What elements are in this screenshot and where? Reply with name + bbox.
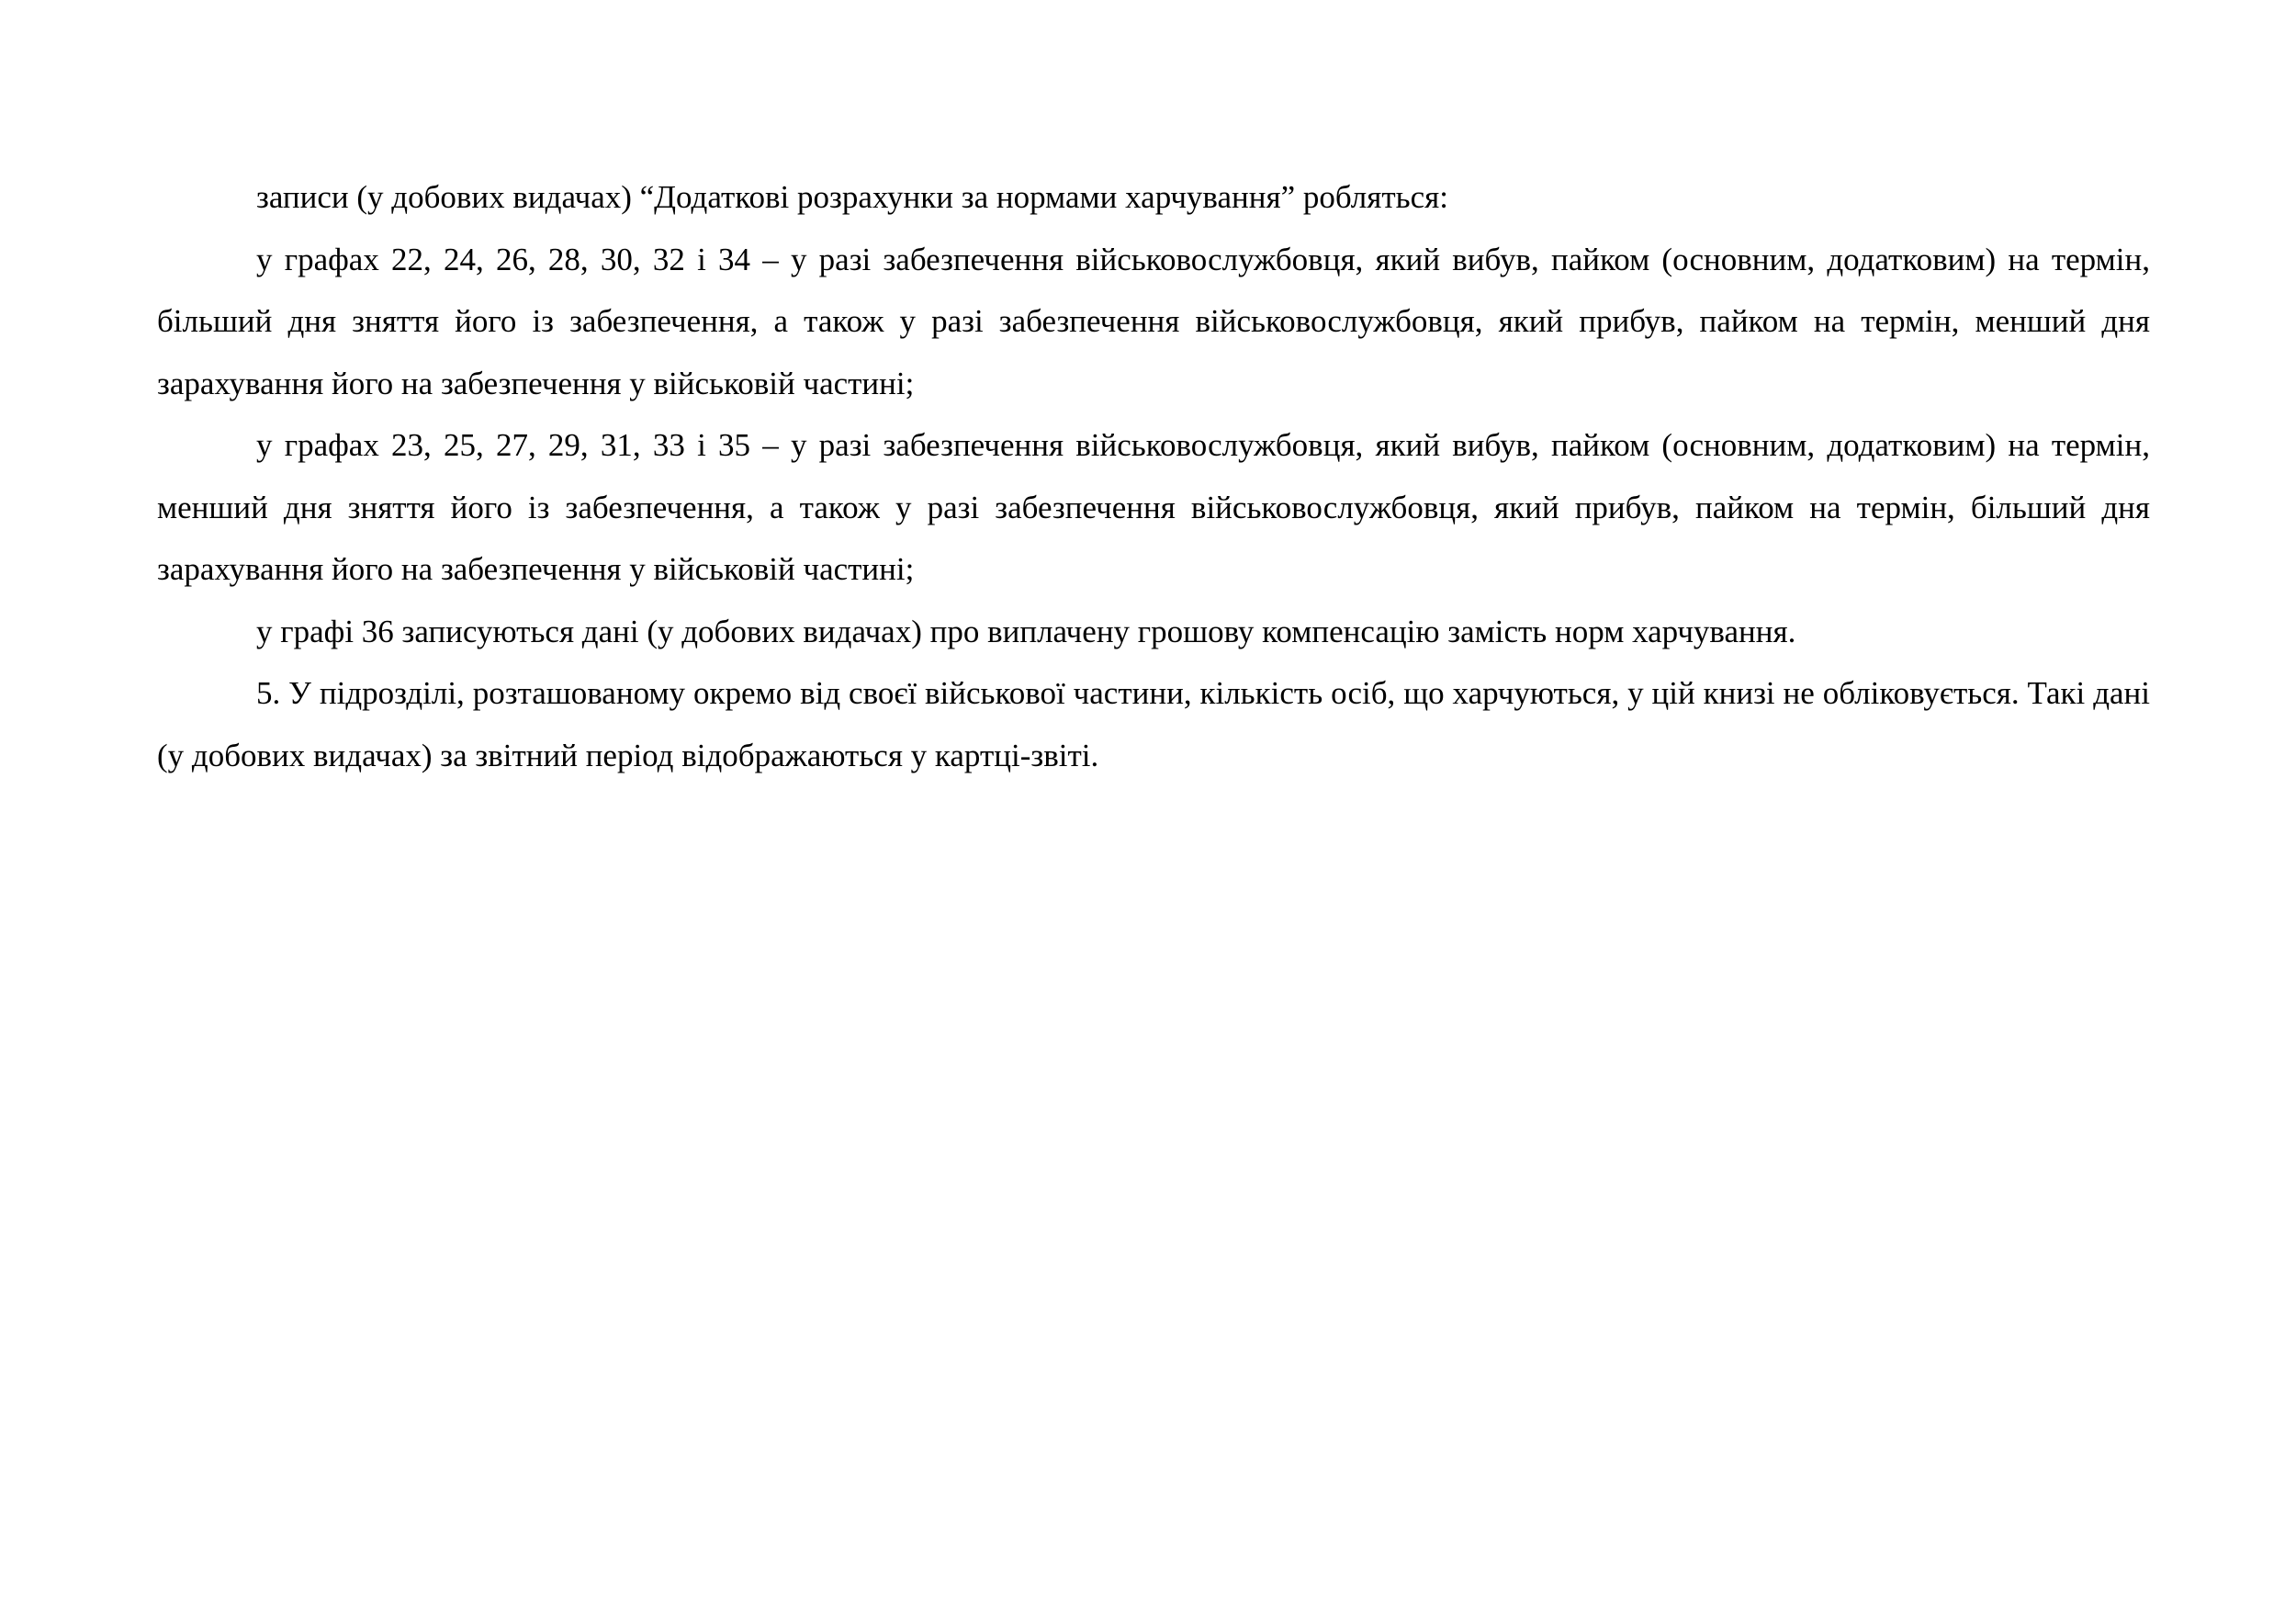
paragraph-column-36: у графі 36 записуються дані (у добових видачах) про виплачену грошову компенсацію замість норм харчування. — [256, 613, 1796, 649]
paragraph-odd-columns: у графах 23, 25, 27, 29, 31, 33 і 35 – у разі забезпечення військовослужбовця, який вибув, пайком (основним, додатковим) на термін, менший дня зняття його із забезпечення, а також у разі забезпечення військовослужбовця, який прибув, пайком на термін, більший дня зарахування його на забезпечення у військовій частині; — [157, 427, 2150, 587]
paragraph-even-columns: у графах 22, 24, 26, 28, 30, 32 і 34 – у разі забезпечення військовослужбовця, який вибув, пайком (основним, додатковим) на термін, більший дня зняття його із забезпечення, а також у разі забезпечення військовослужбовця, який прибув, пайком на термін, менший дня зарахування його на забезпечення у військовій частині; — [157, 241, 2150, 401]
paragraph-item-5: 5. У підрозділі, розташованому окремо від своєї військової частини, кількість осіб, що харчуються, у цій книзі не обліковується. Такі дані (у добових видачах) за звітний період відображаються у картці-звіті. — [157, 675, 2150, 773]
document-body — [157, 166, 2150, 786]
paragraph-records-intro: записи (у добових видачах) “Додаткові розрахунки за нормами харчування” робляться: — [256, 179, 1448, 215]
